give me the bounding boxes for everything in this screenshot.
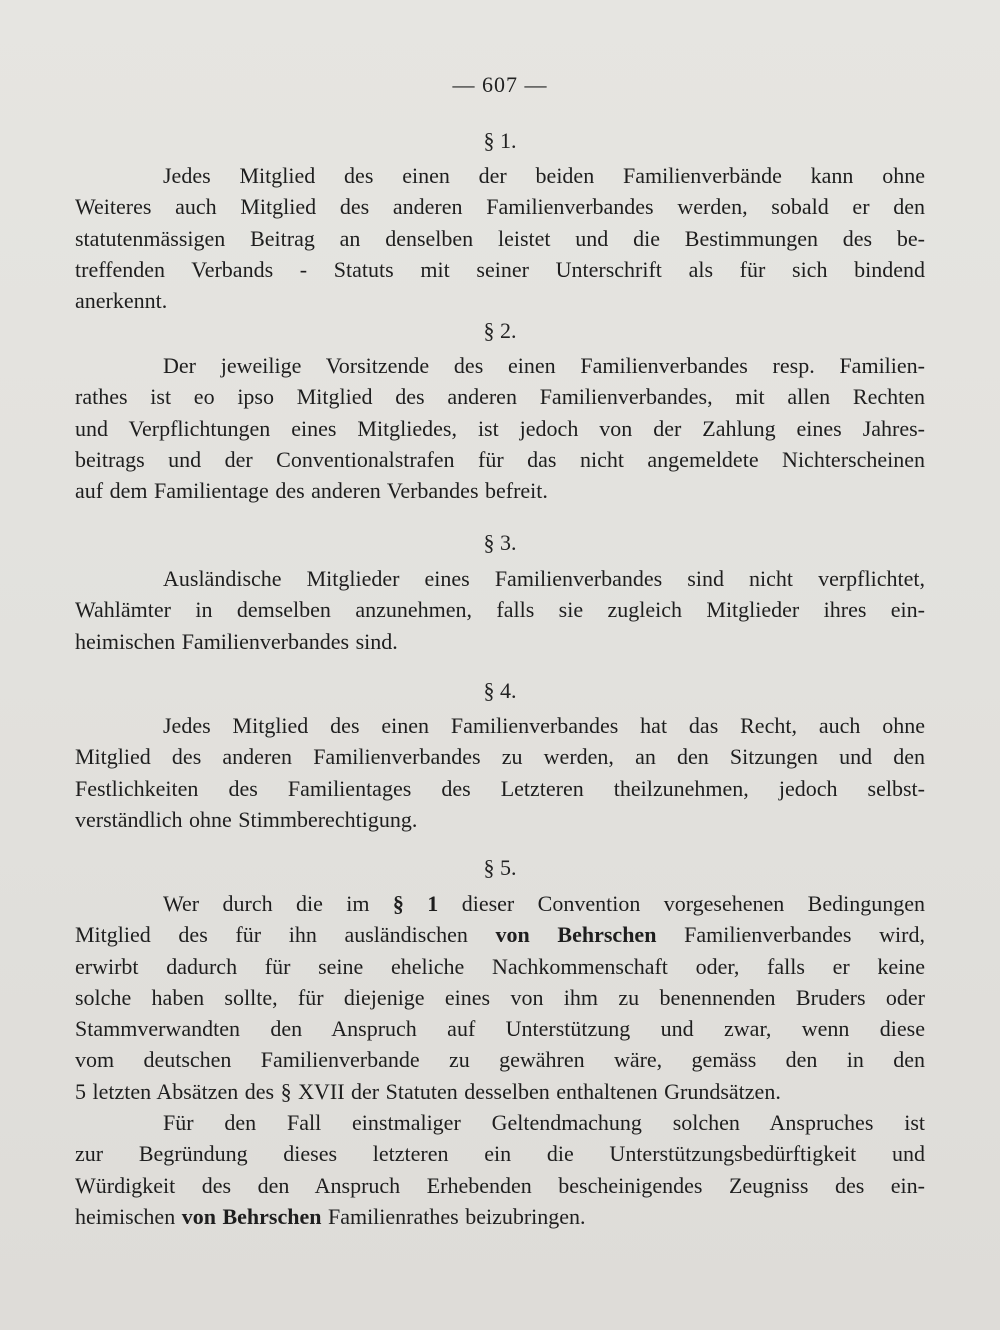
text-line: Stammverwandten den Anspruch auf Unterstützung und zwar, wenn diese [75, 1016, 925, 1042]
text-line: treffenden Verbands - Statuts mit seiner Unterschrift als für sich bindend [75, 256, 925, 282]
section-heading-2: § 2. [483, 318, 517, 343]
text-run: Mitglied des für ihn ausländischen [75, 922, 468, 948]
text-line: statutenmässigen Beitrag an denselben leistet und die Bestimmungen des be- [75, 225, 925, 251]
section-1-paragraph [75, 160, 925, 316]
text-run: dieser Convention vorgesehenen Bedingungen [461, 891, 925, 916]
section-reference: § 1 [392, 891, 439, 916]
section-heading-3: § 3. [483, 530, 517, 555]
text-run: Wer durch die im [163, 891, 370, 916]
text-line: Für den Fall einstmaliger Geltendmachung solchen Anspruches ist [163, 1110, 925, 1135]
text-line: Der jeweilige Vorsitzende des einen Familienverbandes resp. Familien- [163, 353, 925, 378]
text-line [75, 919, 925, 950]
section-3-paragraph [75, 563, 925, 657]
section-4-paragraph [75, 710, 925, 835]
section-5-paragraph-2 [75, 1107, 925, 1232]
text-run: Familienverbandes wird, [684, 922, 925, 948]
text-line: anerkennt. [75, 288, 168, 314]
text-line: 5 letzten Absätzen des § XVII der Statuten desselben enthaltenen Grundsätzen. [75, 1078, 781, 1104]
text-line: und Verpflichtungen eines Mitgliedes, ist jedoch von der Zahlung eines Jahres- [75, 415, 925, 441]
text-line: Jedes Mitglied des einen der beiden Familienverbände kann ohne [163, 163, 925, 188]
text-line: Festlichkeiten des Familientages des Letzteren theilzunehmen, jedoch selbst- [75, 775, 925, 801]
text-line [75, 888, 925, 919]
text-line: heimischen Familienverbandes sind. [75, 628, 398, 654]
text-line: Weiteres auch Mitglied des anderen Familienverbandes werden, sobald er den [75, 194, 925, 220]
text-run: Familienrathes beizubringen. [327, 1203, 586, 1229]
text-run: heimischen [75, 1203, 176, 1229]
text-line: zur Begründung dieses letzteren ein die Unterstützungsbedürftigkeit und [75, 1141, 925, 1167]
page-number: — 607 — [452, 72, 548, 97]
text-line: Ausländische Mitglieder eines Familienverbandes sind nicht verpflichtet, [163, 566, 925, 591]
text-line: solche haben sollte, für diejenige eines von ihm zu benennenden Bruders oder [75, 984, 925, 1010]
text-line: Mitglied des anderen Familienverbandes zu werden, an den Sitzungen und den [75, 744, 925, 770]
text-line: Jedes Mitglied des einen Familienverbandes hat das Recht, auch ohne [163, 713, 925, 738]
section-heading-1: § 1. [483, 128, 517, 153]
text-line: verständlich ohne Stimmberechtigung. [75, 806, 418, 832]
text-line: auf dem Familientage des anderen Verbandes befreit. [75, 478, 548, 504]
text-line: Wahlämter in demselben anzunehmen, falls sie zugleich Mitglieder ihres ein- [75, 597, 925, 623]
family-name: von Behrschen [181, 1203, 322, 1229]
section-heading-5: § 5. [483, 855, 517, 880]
section-5-paragraph-1 [75, 888, 925, 1107]
text-line: Würdigkeit des den Anspruch Erhebenden bescheinigendes Zeugniss des ein- [75, 1172, 925, 1198]
family-name: von Behrschen [495, 922, 657, 948]
text-line: erwirbt dadurch für seine eheliche Nachkommenschaft oder, falls er keine [75, 953, 925, 979]
section-heading-4: § 4. [483, 678, 517, 703]
text-line [75, 1201, 925, 1232]
section-2-paragraph [75, 350, 925, 506]
text-line: vom deutschen Familienverbande zu gewähren wäre, gemäss den in den [75, 1047, 925, 1073]
text-line: beitrags und der Conventionalstrafen für das nicht angemeldete Nichterscheinen [75, 446, 925, 472]
text-line: rathes ist eo ipso Mitglied des anderen Familienverbandes, mit allen Rechten [75, 384, 925, 410]
